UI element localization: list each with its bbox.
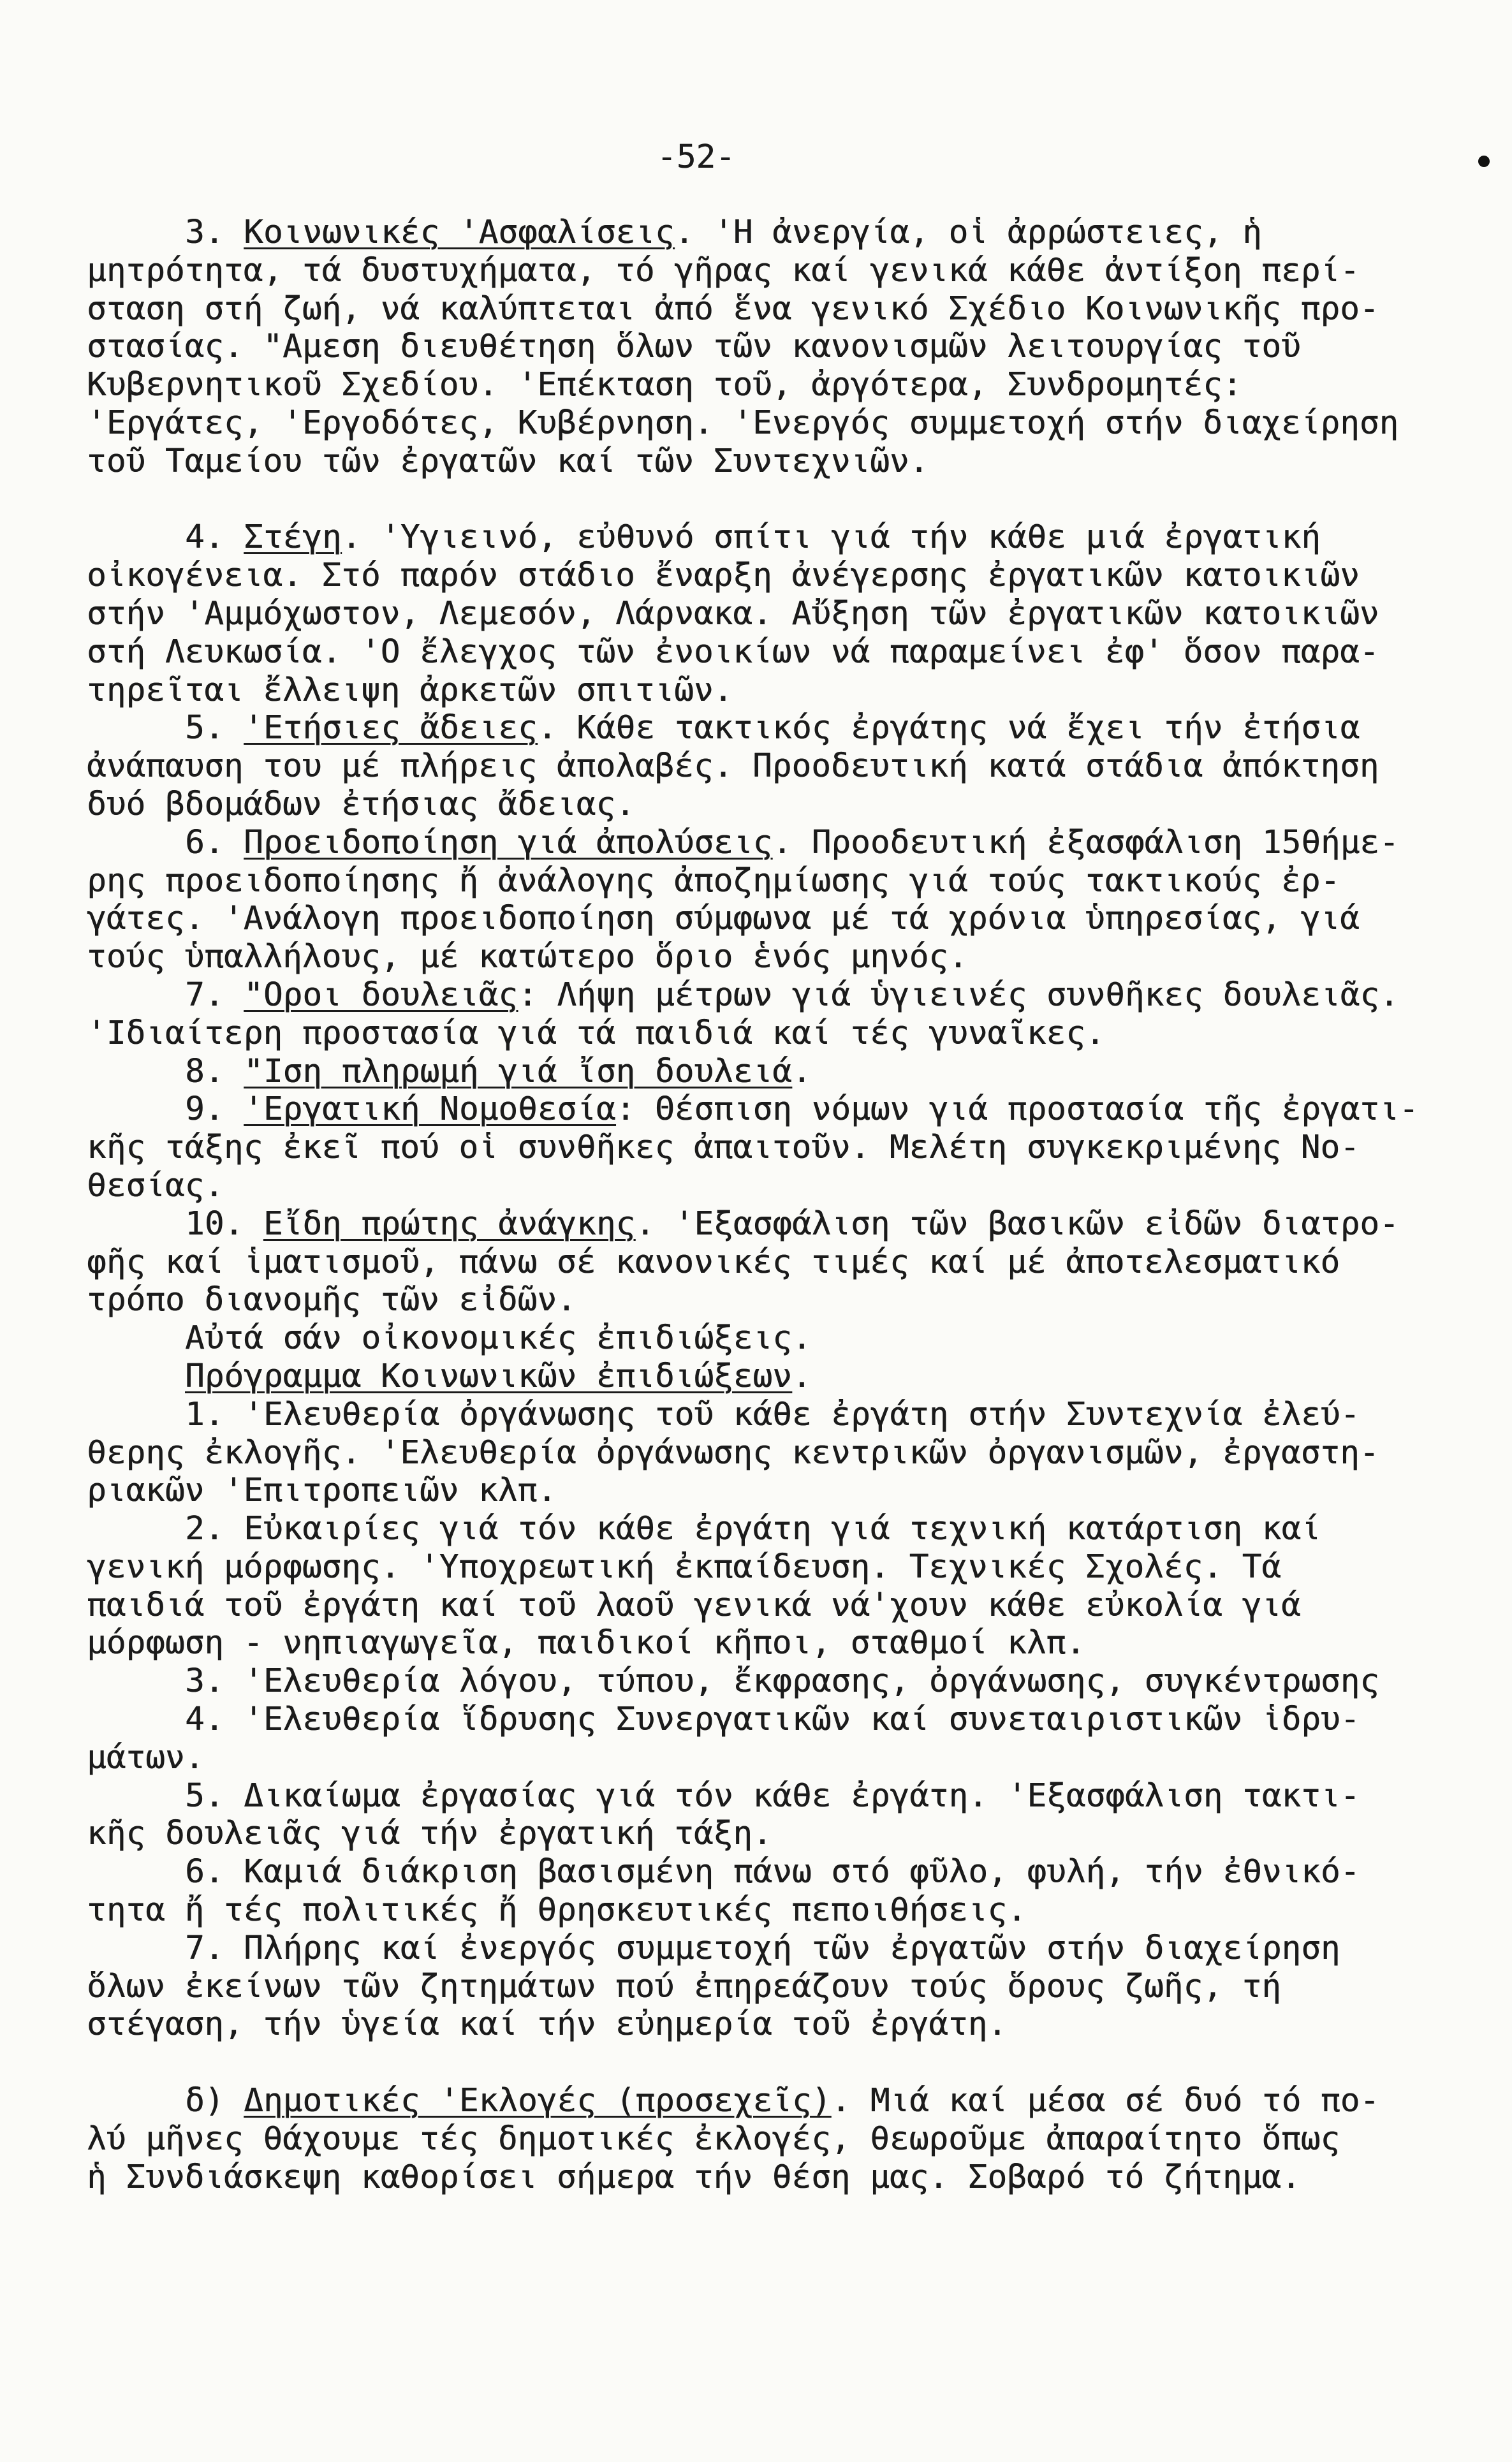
paragraph-first-line (87, 1396, 1512, 1434)
margin-dot (1478, 156, 1490, 167)
numbered-item (87, 1853, 1512, 1930)
paragraph-first-line (87, 1853, 1512, 1891)
document-body (87, 214, 1512, 2196)
numbered-item (87, 1090, 1512, 1205)
numbered-item (87, 2082, 1512, 2196)
item-text: 'Ελευθερία ἵδρυσης Συνεργατικῶν καί συνεταιριστικῶν ἱδρυ- (244, 1701, 1360, 1739)
item-number: 7. (185, 976, 224, 1014)
text-line: Κυβερνητικοῦ Σχεδίου. 'Επέκταση τοῦ, ἀργότερα, Συνδρομητές: (87, 366, 1242, 404)
paragraph-first-line (87, 824, 1512, 862)
text-line: ἀνάπαυση του μέ πλήρεις ἀπολαβές. Προοδευτική κατά στάδια ἀπόκτηση (87, 747, 1379, 786)
item-text: Δικαίωμα ἐργασίας γιά τόν κάθε ἐργάτη. 'Εξασφάλιση τακτι- (244, 1777, 1360, 1815)
item-heading: "Ιση πληρωμή γιά ἴση δουλειά (244, 1052, 792, 1090)
text-line: στασίας. "Αμεση διευθέτηση ὅλων τῶν κανονισμῶν λειτουργίας τοῦ (87, 328, 1301, 366)
text-line: ὅλων ἐκείνων τῶν ζητημάτων πού ἐπηρεάζουν τούς ὅρους ζωῆς, τή (87, 1967, 1281, 2005)
text-line: ἡ Συνδιάσκεψη καθορίσει σήμερα τήν θέση μας. Σοβαρό τό ζήτημα. (87, 2158, 1301, 2196)
text-line: γενική μόρφωσης. 'Υποχρεωτική ἐκπαίδευση. Τεχνικές Σχολές. Τά (87, 1548, 1281, 1586)
item-text: : Θέσπιση νόμων γιά προστασία τῆς ἐργατι- (615, 1090, 1419, 1129)
item-number: 6. (185, 1853, 224, 1891)
item-number: 7. (185, 1929, 224, 1967)
text-line: ριακῶν 'Επιτροπειῶν κλπ. (87, 1472, 557, 1510)
paragraph-first-line (87, 1205, 1512, 1243)
text-line: θερης ἐκλογῆς. 'Ελευθερία ὀργάνωσης κεντρικῶν ὀργανισμῶν, ἐργαστη- (87, 1433, 1379, 1472)
paragraph-first-line (87, 709, 1512, 747)
numbered-item (87, 1053, 1512, 1091)
item-heading: Κοινωνικές 'Ασφαλίσεις (244, 214, 675, 251)
item-text: . 'Εξασφάλιση τῶν βασικῶν εἰδῶν διατρο- (635, 1205, 1399, 1243)
paragraph-first-line (87, 1930, 1512, 1968)
text-line: μόρφωση - νηπιαγωγεῖα, παιδικοί κῆποι, σταθμοί κλπ. (87, 1624, 1085, 1662)
paragraph-first-line (87, 1510, 1512, 1548)
text-line: λύ μῆνες θάχουμε τές δημοτικές ἐκλογές, θεωροῦμε ἀπαραίτητο ὅπως (87, 2120, 1340, 2158)
paragraph-first-line (87, 1777, 1512, 1815)
item-text: . (791, 1357, 812, 1395)
text-line: κῆς δουλειᾶς γιά τήν ἐργατική τάξη. (87, 1815, 772, 1853)
paragraph-first-line (87, 2082, 1512, 2120)
item-text: . 'Υγιεινό, εὐθυνό σπίτι γιά τήν κάθε μιά ἐργατική (341, 518, 1321, 557)
item-text: Εὐκαιρίες γιά τόν κάθε ἐργάτη γιά τεχνική κατάρτιση καί (244, 1510, 1321, 1548)
numbered-item (87, 1510, 1512, 1662)
item-text: . 'Η ἀνεργία, οἱ ἀρρώστειες, ἡ (674, 214, 1262, 251)
item-heading: Δημοτικές 'Εκλογές (προσεχεῖς) (244, 2082, 832, 2120)
paragraph-first-line (87, 1701, 1512, 1739)
numbered-item (87, 1662, 1512, 1701)
numbered-item (87, 1701, 1512, 1777)
item-number: δ) (185, 2082, 224, 2120)
paragraph (87, 1358, 1512, 1396)
numbered-item (87, 1396, 1512, 1510)
numbered-item (87, 1930, 1512, 2044)
text-line: τρόπο διανομῆς τῶν εἰδῶν. (87, 1281, 576, 1319)
item-number: 6. (185, 823, 224, 861)
item-heading: Στέγη (244, 518, 342, 557)
text-line: παιδιά τοῦ ἐργάτη καί τοῦ λαοῦ γενικά νά'χουν κάθε εὐκολία γιά (87, 1586, 1301, 1624)
text-line: στή Λευκωσία. 'Ο ἔλεγχος τῶν ἐνοικίων νά παραμείνει ἐφ' ὅσον παρα- (87, 633, 1379, 671)
numbered-item (87, 214, 1512, 481)
text-line: θεσίας. (87, 1166, 224, 1205)
text-line: σταση στή ζωή, νά καλύπτεται ἀπό ἕνα γενικό Σχέδιο Κοινωνικῆς προ- (87, 289, 1379, 328)
item-text: 'Ελευθερία ὀργάνωσης τοῦ κάθε ἐργάτη στήν Συντεχνία ἐλεύ- (244, 1395, 1360, 1433)
text-line: τηρεῖται ἔλλειψη ἀρκετῶν σπιτιῶν. (87, 671, 733, 709)
paragraph (87, 1319, 1512, 1358)
numbered-item (87, 1777, 1512, 1854)
numbered-item (87, 518, 1512, 709)
item-number: 10. (185, 1205, 244, 1243)
numbered-item (87, 976, 1512, 1053)
item-number: 9. (185, 1090, 224, 1129)
item-heading: 'Εργατική Νομοθεσία (244, 1090, 616, 1129)
text-line: φῆς καί ἱματισμοῦ, πάνω σέ κανονικές τιμές καί μέ ἀποτελεσματικό (87, 1243, 1340, 1281)
paragraph-first-line (87, 1053, 1512, 1091)
item-number: 8. (185, 1052, 224, 1090)
text-line: μάτων. (87, 1738, 205, 1777)
item-text: : Λήψη μέτρων γιά ὑγιεινές συνθῆκες δουλειᾶς. (518, 976, 1399, 1014)
paragraph-first-line (87, 976, 1512, 1015)
text-line: στέγαση, τήν ὑγεία καί τήν εὐημερία τοῦ ἐργάτη. (87, 2005, 1008, 2044)
item-heading: "Οροι δουλειᾶς (244, 976, 518, 1014)
item-number: 5. (185, 709, 224, 747)
text-line: κῆς τάξης ἐκεῖ πού οἱ συνθῆκες ἀπαιτοῦν. Μελέτη συγκεκριμένης Νο- (87, 1129, 1360, 1167)
paragraph-first-line (87, 214, 1512, 252)
text-line: οἰκογένεια. Στό παρόν στάδιο ἔναρξη ἀνέγερσης ἐργατικῶν κατοικιῶν (87, 557, 1360, 595)
item-number: 1. (185, 1395, 224, 1433)
item-text: . Προοδευτική ἐξασφάλιση 15θήμε- (772, 823, 1399, 861)
paragraph-first-line (87, 1358, 1512, 1396)
item-number: 2. (185, 1510, 224, 1548)
item-number: 3. (185, 214, 224, 251)
blank-line (87, 2044, 1512, 2082)
text-line: ρης προειδοποίησης ἤ ἀνάλογης ἀποζημίωσης γιά τούς τακτικούς ἐρ- (87, 861, 1340, 900)
item-heading: Εἴδη πρώτης ἀνάγκης (263, 1205, 636, 1243)
item-text: Αὐτά σάν οἰκονομικές ἐπιδιώξεις. (185, 1319, 812, 1358)
numbered-item (87, 824, 1512, 976)
text-line: τοῦ Ταμείου τῶν ἐργατῶν καί τῶν Συντεχνιῶν. (87, 442, 929, 480)
blank-line (87, 481, 1512, 519)
item-number: 4. (185, 518, 224, 557)
text-line: δυό βδομάδων ἐτήσιας ἄδειας. (87, 785, 635, 823)
text-line: μητρότητα, τά δυστυχήματα, τό γῆρας καί γενικά κάθε ἀντίξοη περί- (87, 251, 1360, 289)
text-line: τούς ὑπαλλήλους, μέ κατώτερο ὅριο ἑνός μηνός. (87, 938, 968, 976)
text-line: 'Εργάτες, 'Εργοδότες, Κυβέρνηση. 'Ενεργός συμμετοχή στήν διαχείρηση (87, 404, 1399, 442)
item-heading: 'Ετήσιες ἄδειες (244, 709, 538, 747)
numbered-item (87, 709, 1512, 823)
text-line: 'Ιδιαίτερη προστασία γιά τά παιδιά καί τές γυναῖκες. (87, 1014, 1105, 1052)
text-block (87, 214, 1512, 481)
item-number: 4. (185, 1701, 224, 1739)
item-text: . Μιά καί μέσα σέ δυό τό πο- (831, 2082, 1380, 2120)
item-text: . (791, 1052, 812, 1090)
item-number: 5. (185, 1777, 224, 1815)
item-number: 3. (185, 1662, 224, 1701)
item-heading: Πρόγραμμα Κοινωνικῶν ἐπιδιώξεων (185, 1357, 792, 1395)
text-block (87, 2082, 1512, 2196)
numbered-item (87, 1205, 1512, 1319)
text-line: γάτες. 'Ανάλογη προειδοποίηση σύμφωνα μέ τά χρόνια ὑπηρεσίας, γιά (87, 900, 1360, 938)
paragraph-first-line (87, 1319, 1512, 1358)
paragraph-first-line (87, 1662, 1512, 1701)
item-text: Πλήρης καί ἐνεργός συμμετοχή τῶν ἐργατῶν στήν διαχείρηση (244, 1929, 1340, 1967)
paragraph-first-line (87, 1090, 1512, 1129)
item-text: 'Ελευθερία λόγου, τύπου, ἔκφρασης, ὀργάνωσης, συγκέντρωσης (244, 1662, 1380, 1701)
text-line: τητα ἤ τές πολιτικές ἤ θρησκευτικές πεποιθήσεις. (87, 1891, 1027, 1930)
page-number: -52- (657, 138, 735, 176)
item-text: . Κάθε τακτικός ἐργάτης νά ἔχει τήν ἐτήσια (537, 709, 1360, 747)
text-block (87, 518, 1512, 2044)
item-heading: Προειδοποίηση γιά ἀπολύσεις (244, 823, 773, 861)
paragraph-first-line (87, 518, 1512, 557)
item-text: Καμιά διάκριση βασισμένη πάνω στό φῦλο, φυλή, τήν ἐθνικό- (244, 1853, 1360, 1891)
text-line: στήν 'Αμμόχωστον, Λεμεσόν, Λάρνακα. Αὔξηση τῶν ἐργατικῶν κατοικιῶν (87, 594, 1379, 633)
